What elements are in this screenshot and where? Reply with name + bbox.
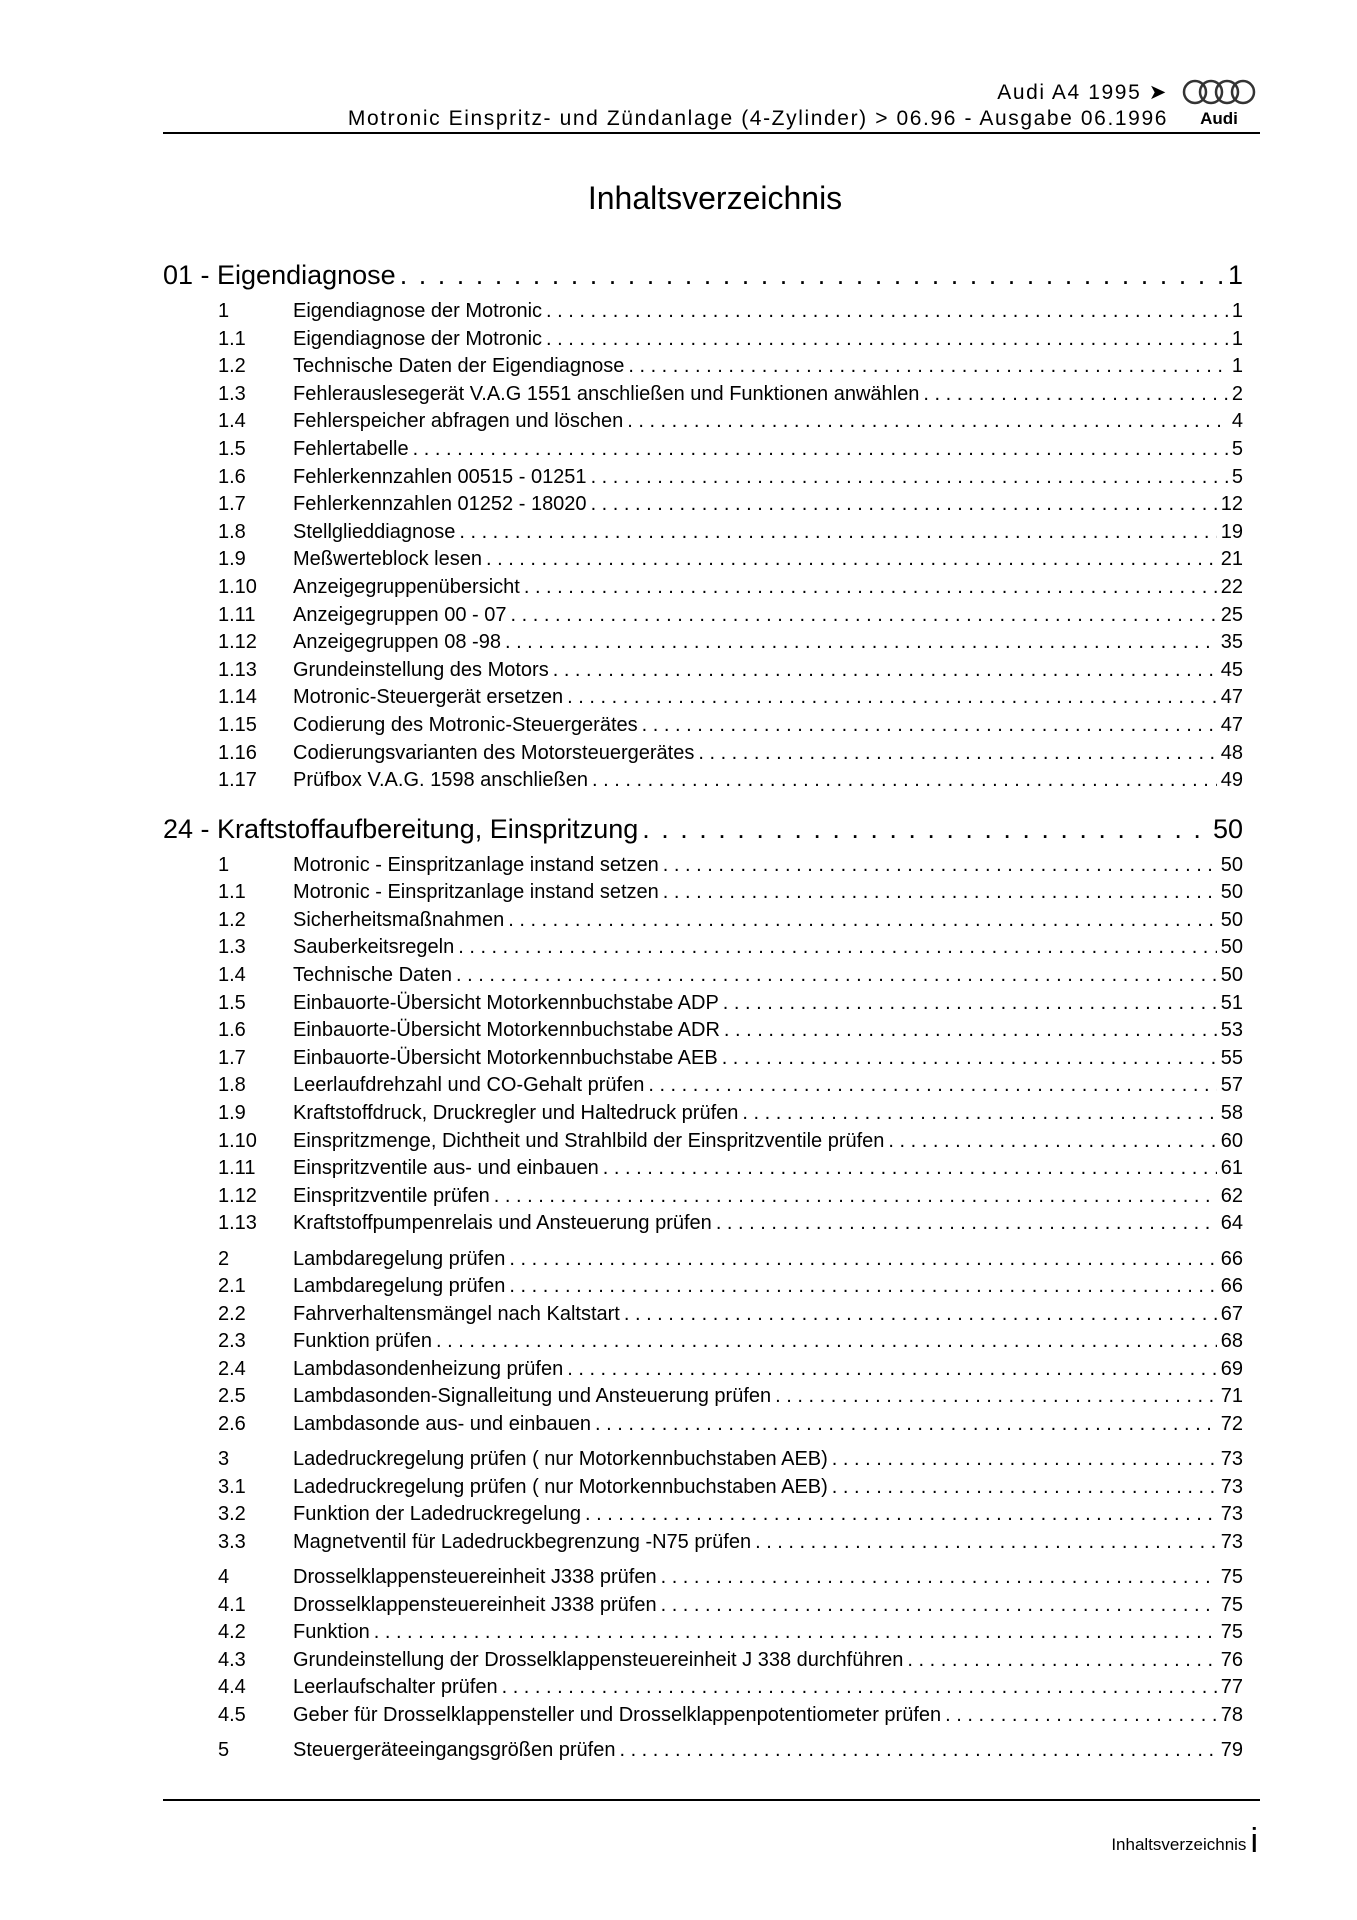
entry-page-number: 66 — [1220, 1275, 1243, 1298]
entry-number: 1.8 — [218, 520, 246, 543]
entry-title: Einspritzventile aus- und einbauen — [293, 1157, 599, 1180]
entry-title: Lambdasonden-Signalleitung und Ansteuerung prüfen — [293, 1385, 772, 1408]
entry-number: 1.6 — [218, 465, 246, 488]
dot-leader — [567, 1356, 1217, 1384]
dot-leader — [591, 491, 1217, 519]
toc-entry[interactable] — [163, 1529, 1243, 1557]
header-vehicle: Audi A4 1995 ➤ — [997, 81, 1168, 104]
entry-page-number: 73 — [1220, 1530, 1243, 1553]
entry-number: 5 — [218, 1739, 230, 1762]
entry-page-number: 57 — [1220, 1074, 1243, 1097]
entry-number: 4 — [218, 1566, 230, 1589]
toc-entry[interactable] — [163, 629, 1243, 657]
toc-entry[interactable] — [163, 1647, 1243, 1675]
section-title: 24 - Kraftstoffaufbereitung, Einspritzung — [163, 813, 639, 844]
entry-title: Motronic - Einspritzanlage instand setzen — [293, 853, 659, 876]
toc-entry[interactable] — [163, 1017, 1243, 1045]
entry-number: 1.4 — [218, 964, 246, 987]
toc-entry[interactable] — [163, 326, 1243, 354]
toc-entry[interactable] — [163, 740, 1243, 768]
entry-title: Anzeigegruppen 08 -98 — [293, 631, 501, 654]
footer-rule — [163, 1799, 1260, 1801]
entry-title: Leerlaufdrehzahl und CO-Gehalt prüfen — [293, 1074, 645, 1097]
entry-number: 1.16 — [218, 741, 257, 764]
entry-page-number: 72 — [1220, 1413, 1243, 1436]
entry-page-number: 67 — [1220, 1302, 1243, 1325]
dot-leader — [591, 464, 1228, 492]
entry-page-number: 69 — [1220, 1357, 1243, 1380]
toc-chapter-group — [163, 1246, 1243, 1439]
entry-page-number: 19 — [1220, 520, 1243, 543]
toc-entry[interactable] — [163, 1592, 1243, 1620]
toc-entry[interactable] — [163, 1273, 1243, 1301]
entry-title: Fehlerauslesegerät V.A.G 1551 anschließen und Funktionen anwählen — [293, 382, 920, 405]
entry-page-number: 60 — [1220, 1129, 1243, 1152]
dot-leader — [592, 767, 1217, 795]
entry-number: 1.12 — [218, 1184, 257, 1207]
dot-leader — [724, 1017, 1217, 1045]
entry-title: Lambdasonde aus- und einbauen — [293, 1413, 592, 1436]
footer-label: Inhaltsverzeichnis — [1111, 1835, 1247, 1854]
dot-leader — [505, 629, 1217, 657]
entry-page-number: 73 — [1220, 1475, 1243, 1498]
toc-entry[interactable] — [163, 1100, 1243, 1128]
toc-entry[interactable] — [163, 353, 1243, 381]
dot-leader — [436, 1328, 1217, 1356]
entry-page-number: 62 — [1220, 1184, 1243, 1207]
entry-page-number: 47 — [1220, 686, 1243, 709]
entry-title: Sicherheitsmaßnahmen — [293, 908, 505, 931]
entry-page-number: 49 — [1220, 769, 1243, 792]
entry-title: Eigendiagnose der Motronic — [293, 327, 543, 350]
dot-leader — [456, 962, 1217, 990]
entry-number: 1.11 — [218, 1157, 256, 1180]
dot-leader — [524, 574, 1217, 602]
toc-entry[interactable] — [163, 1737, 1243, 1765]
dot-leader — [459, 519, 1216, 547]
toc-entry[interactable] — [163, 602, 1243, 630]
dot-leader — [624, 1301, 1217, 1329]
entry-title: Einspritzmenge, Dichtheit und Strahlbild der Einspritzventile prüfen — [293, 1129, 885, 1152]
entry-page-number: 73 — [1220, 1503, 1243, 1526]
dot-leader — [546, 298, 1228, 326]
entry-title: Lambdaregelung prüfen — [293, 1275, 506, 1298]
toc-entry[interactable] — [163, 990, 1243, 1018]
svg-text:Audi: Audi — [1200, 109, 1238, 128]
entry-title: Motronic-Steuergerät ersetzen — [293, 686, 564, 709]
entry-page-number: 5 — [1231, 437, 1243, 460]
entry-number: 1.7 — [218, 1046, 246, 1069]
entry-page-number: 1 — [1231, 355, 1243, 378]
toc-chapter-group — [163, 298, 1243, 795]
dot-leader — [628, 353, 1228, 381]
dot-leader — [509, 1273, 1216, 1301]
dot-leader — [509, 1246, 1216, 1274]
toc-chapter-group — [163, 1737, 1243, 1765]
toc-entry[interactable] — [163, 1246, 1243, 1274]
audi-rings-icon — [1181, 78, 1261, 130]
toc-entry[interactable] — [163, 1411, 1243, 1439]
dot-leader — [511, 602, 1217, 630]
entry-number: 1.10 — [218, 575, 257, 598]
entry-number: 1.15 — [218, 713, 257, 736]
toc-entry[interactable] — [163, 1564, 1243, 1592]
entry-number: 3.2 — [218, 1503, 246, 1526]
header-rule — [163, 132, 1260, 134]
toc-entry[interactable] — [163, 1501, 1243, 1529]
entry-title: Funktion prüfen — [293, 1330, 432, 1353]
audi-logo — [1181, 78, 1261, 130]
toc-entry[interactable] — [163, 436, 1243, 464]
dot-leader — [742, 1100, 1216, 1128]
toc-section — [163, 258, 1243, 795]
toc-entry[interactable] — [163, 1328, 1243, 1356]
toc-entry[interactable] — [163, 1383, 1243, 1411]
entry-page-number: 47 — [1220, 713, 1243, 736]
entry-number: 1.1 — [218, 881, 246, 904]
toc-entry[interactable] — [163, 962, 1243, 990]
entry-title: Technische Daten — [293, 964, 452, 987]
footer — [1111, 1822, 1258, 1861]
entry-page-number: 21 — [1220, 548, 1243, 571]
entry-number: 4.2 — [218, 1621, 246, 1644]
toc-entry[interactable] — [163, 767, 1243, 795]
entry-page-number: 1 — [1231, 300, 1243, 322]
entry-number: 4.3 — [218, 1648, 246, 1671]
entry-title: Fahrverhaltensmängel nach Kaltstart — [293, 1302, 620, 1325]
entry-number: 1.5 — [218, 437, 246, 460]
dot-leader — [508, 907, 1217, 935]
dot-leader — [775, 1383, 1217, 1411]
toc-section-heading[interactable] — [163, 812, 1243, 846]
dot-leader — [642, 812, 1209, 846]
dot-leader — [458, 934, 1217, 962]
dot-leader — [413, 436, 1228, 464]
entry-number: 3.3 — [218, 1530, 246, 1553]
entry-page-number: 64 — [1220, 1212, 1243, 1235]
dot-leader — [642, 712, 1217, 740]
entry-number: 3 — [218, 1448, 230, 1471]
entry-number: 1.2 — [218, 355, 246, 378]
dot-leader — [486, 546, 1217, 574]
toc-entry[interactable] — [163, 519, 1243, 547]
dot-leader — [374, 1619, 1217, 1647]
footer-page-number: i — [1250, 1822, 1258, 1860]
toc-entry[interactable] — [163, 657, 1243, 685]
entry-page-number: 4 — [1231, 410, 1243, 433]
dot-leader — [400, 258, 1224, 292]
entry-page-number: 35 — [1220, 631, 1243, 654]
dot-leader — [494, 1183, 1217, 1211]
entry-page-number: 51 — [1220, 991, 1243, 1014]
entry-number: 2.4 — [218, 1357, 246, 1380]
toc-entry[interactable] — [163, 712, 1243, 740]
entry-title: Lambdasondenheizung prüfen — [293, 1357, 564, 1380]
entry-title: Drosselklappensteuereinheit J338 prüfen — [293, 1566, 657, 1589]
header-document-title: Motronic Einspritz- und Zündanlage (4-Zylinder) > 06.96 - Ausgabe 06.1996 — [347, 107, 1168, 130]
entry-number: 1.5 — [218, 991, 246, 1014]
entry-title: Funktion — [293, 1621, 370, 1644]
entry-number: 1.9 — [218, 548, 246, 571]
entry-number: 2.2 — [218, 1302, 246, 1325]
entry-title: Prüfbox V.A.G. 1598 anschließen — [293, 769, 588, 792]
entry-page-number: 75 — [1220, 1566, 1243, 1589]
entry-number: 2.5 — [218, 1385, 246, 1408]
page-title: Inhaltsverzeichnis — [587, 180, 843, 216]
entry-number: 2 — [218, 1247, 230, 1270]
entry-title: Fehlerkennzahlen 00515 - 01251 — [293, 465, 587, 488]
dot-leader — [663, 852, 1217, 880]
entry-title: Grundeinstellung des Motors — [293, 658, 549, 681]
entry-title: Einbauorte-Übersicht Motorkennbuchstabe ADP — [293, 991, 719, 1014]
entry-page-number: 75 — [1220, 1621, 1243, 1644]
dot-leader — [698, 740, 1216, 768]
entry-title: Grundeinstellung der Drosselklappensteuereinheit J 338 durchführen — [293, 1648, 904, 1671]
toc-entry[interactable] — [163, 1702, 1243, 1730]
entry-title: Einbauorte-Übersicht Motorkennbuchstabe AEB — [293, 1046, 718, 1069]
toc-entry[interactable] — [163, 546, 1243, 574]
entry-title: Fehlertabelle — [293, 437, 409, 460]
entry-page-number: 1 — [1231, 327, 1243, 350]
entry-page-number: 48 — [1220, 741, 1243, 764]
toc-entry[interactable] — [163, 1155, 1243, 1183]
toc-entry[interactable] — [163, 1045, 1243, 1073]
toc-entry[interactable] — [163, 1210, 1243, 1238]
entry-page-number: 61 — [1220, 1157, 1243, 1180]
toc-entry[interactable] — [163, 1446, 1243, 1474]
section-page-number: 50 — [1212, 813, 1243, 844]
toc-chapter-group — [163, 1446, 1243, 1556]
dot-leader — [832, 1446, 1217, 1474]
entry-title: Einbauorte-Übersicht Motorkennbuchstabe ADR — [293, 1019, 720, 1042]
entry-title: Anzeigegruppenübersicht — [293, 575, 520, 598]
section-page-number: 1 — [1227, 260, 1243, 290]
entry-title: Lambdaregelung prüfen — [293, 1247, 506, 1270]
dot-leader — [603, 1155, 1217, 1183]
toc-entry[interactable] — [163, 684, 1243, 712]
toc-entry[interactable] — [163, 464, 1243, 492]
entry-number: 1.17 — [218, 769, 257, 792]
entry-page-number: 53 — [1220, 1019, 1243, 1042]
toc-entry[interactable] — [163, 1072, 1243, 1100]
entry-page-number: 75 — [1220, 1593, 1243, 1616]
entry-number: 1.14 — [218, 686, 257, 709]
entry-title: Kraftstoffpumpenrelais und Ansteuerung prüfen — [293, 1212, 712, 1235]
dot-leader — [722, 1045, 1217, 1073]
entry-title: Anzeigegruppen 00 - 07 — [293, 603, 507, 626]
entry-page-number: 66 — [1220, 1247, 1243, 1270]
entry-page-number: 73 — [1220, 1448, 1243, 1471]
section-title: 01 - Eigendiagnose — [163, 260, 396, 290]
entry-number: 1.11 — [218, 603, 256, 626]
toc-entry[interactable] — [163, 1128, 1243, 1156]
entry-page-number: 50 — [1220, 853, 1243, 876]
entry-number: 1.9 — [218, 1102, 246, 1125]
entry-title: Meßwerteblock lesen — [293, 548, 482, 571]
dot-leader — [661, 1564, 1217, 1592]
entry-number: 1.12 — [218, 631, 257, 654]
entry-page-number: 79 — [1220, 1739, 1243, 1762]
toc-entry[interactable] — [163, 1674, 1243, 1702]
entry-number: 4.5 — [218, 1704, 246, 1726]
toc-entry[interactable] — [163, 381, 1243, 409]
entry-title: Codierung des Motronic-Steuergerätes — [293, 713, 638, 736]
entry-page-number: 2 — [1231, 382, 1243, 405]
entry-title: Magnetventil für Ladedruckbegrenzung -N75 prüfen — [293, 1530, 752, 1553]
entry-title: Stellglieddiagnose — [293, 520, 456, 543]
toc-entry[interactable] — [163, 879, 1243, 907]
table-of-contents — [163, 258, 1243, 1765]
entry-number: 1.2 — [218, 908, 246, 931]
dot-leader — [627, 408, 1228, 436]
entry-title: Geber für Drosselklappensteller und Drosselklappenpotentiometer prüfen — [293, 1704, 942, 1726]
entry-number: 3.1 — [218, 1475, 246, 1498]
dot-leader — [546, 326, 1228, 354]
entry-number: 2.1 — [218, 1275, 246, 1298]
dot-leader — [755, 1529, 1217, 1557]
entry-number: 2.3 — [218, 1330, 246, 1353]
entry-number: 1 — [218, 853, 230, 876]
dot-leader — [888, 1128, 1216, 1156]
entry-page-number: 22 — [1220, 575, 1243, 598]
entry-title: Einspritzventile prüfen — [293, 1184, 490, 1207]
toc-entry[interactable] — [163, 907, 1243, 935]
toc-entry[interactable] — [163, 1183, 1243, 1211]
entry-number: 1.7 — [218, 493, 246, 516]
toc-entry[interactable] — [163, 298, 1243, 326]
toc-chapter-group — [163, 852, 1243, 1238]
entry-number: 1.13 — [218, 658, 257, 681]
entry-title: Technische Daten der Eigendiagnose — [293, 355, 625, 378]
dot-leader — [502, 1674, 1217, 1702]
entry-page-number: 50 — [1220, 908, 1243, 931]
entry-page-number: 78 — [1220, 1704, 1243, 1726]
entry-number: 1.13 — [218, 1212, 257, 1235]
toc-entry[interactable] — [163, 491, 1243, 519]
entry-page-number: 50 — [1220, 936, 1243, 959]
toc-section — [163, 812, 1243, 1765]
dot-leader — [907, 1647, 1216, 1675]
toc-entry[interactable] — [163, 1619, 1243, 1647]
entry-title: Leerlaufschalter prüfen — [293, 1676, 498, 1699]
dot-leader — [945, 1702, 1217, 1730]
toc-entry[interactable] — [163, 934, 1243, 962]
entry-title: Sauberkeitsregeln — [293, 936, 455, 959]
toc-chapter-group — [163, 1564, 1243, 1730]
entry-title: Ladedruckregelung prüfen ( nur Motorkennbuchstaben AEB) — [293, 1475, 828, 1498]
entry-title: Drosselklappensteuereinheit J338 prüfen — [293, 1593, 657, 1616]
dot-leader — [585, 1501, 1217, 1529]
toc-entry[interactable] — [163, 574, 1243, 602]
entry-title: Codierungsvarianten des Motorsteuergerätes — [293, 741, 695, 764]
entry-number: 1 — [218, 300, 230, 322]
entry-page-number: 50 — [1220, 881, 1243, 904]
entry-title: Fehlerspeicher abfragen und löschen — [293, 410, 624, 433]
toc-entry[interactable] — [163, 1301, 1243, 1329]
entry-number: 1.8 — [218, 1074, 246, 1097]
entry-page-number: 12 — [1220, 493, 1243, 516]
entry-number: 1.3 — [218, 382, 246, 405]
entry-page-number: 25 — [1220, 603, 1243, 626]
entry-number: 1.4 — [218, 410, 246, 433]
entry-number: 2.6 — [218, 1413, 246, 1436]
dot-leader — [716, 1210, 1217, 1238]
entry-number: 1.1 — [218, 327, 246, 350]
entry-title: Eigendiagnose der Motronic — [293, 300, 543, 322]
dot-leader — [723, 990, 1217, 1018]
toc-entry[interactable] — [163, 852, 1243, 880]
entry-number: 4.4 — [218, 1676, 246, 1699]
entry-title: Motronic - Einspritzanlage instand setzen — [293, 881, 659, 904]
toc-entry[interactable] — [163, 1356, 1243, 1384]
entry-page-number: 71 — [1220, 1385, 1243, 1408]
toc-section-heading[interactable] — [163, 258, 1243, 292]
toc-entry[interactable] — [163, 408, 1243, 436]
dot-leader — [832, 1474, 1217, 1502]
entry-page-number: 76 — [1220, 1648, 1243, 1671]
entry-title: Fehlerkennzahlen 01252 - 18020 — [293, 493, 587, 516]
entry-page-number: 45 — [1220, 658, 1243, 681]
dot-leader — [567, 684, 1217, 712]
dot-leader — [923, 381, 1228, 409]
entry-page-number: 68 — [1220, 1330, 1243, 1353]
dot-leader — [595, 1411, 1217, 1439]
entry-page-number: 77 — [1220, 1676, 1243, 1699]
entry-title: Funktion der Ladedruckregelung — [293, 1503, 581, 1526]
entry-page-number: 5 — [1231, 465, 1243, 488]
entry-title: Ladedruckregelung prüfen ( nur Motorkennbuchstaben AEB) — [293, 1448, 828, 1471]
toc-entry[interactable] — [163, 1474, 1243, 1502]
entry-number: 1.6 — [218, 1019, 246, 1042]
entry-title: Kraftstoffdruck, Druckregler und Haltedruck prüfen — [293, 1102, 739, 1125]
dot-leader — [663, 879, 1217, 907]
entry-number: 1.3 — [218, 936, 246, 959]
entry-title: Steuergeräteeingangsgrößen prüfen — [293, 1739, 616, 1762]
entry-number: 1.10 — [218, 1129, 257, 1152]
entry-page-number: 58 — [1220, 1102, 1243, 1125]
dot-leader — [553, 657, 1217, 685]
dot-leader — [661, 1592, 1217, 1620]
entry-page-number: 55 — [1220, 1046, 1243, 1069]
entry-page-number: 50 — [1220, 964, 1243, 987]
dot-leader — [619, 1737, 1216, 1765]
entry-number: 4.1 — [218, 1593, 246, 1616]
dot-leader — [648, 1072, 1216, 1100]
